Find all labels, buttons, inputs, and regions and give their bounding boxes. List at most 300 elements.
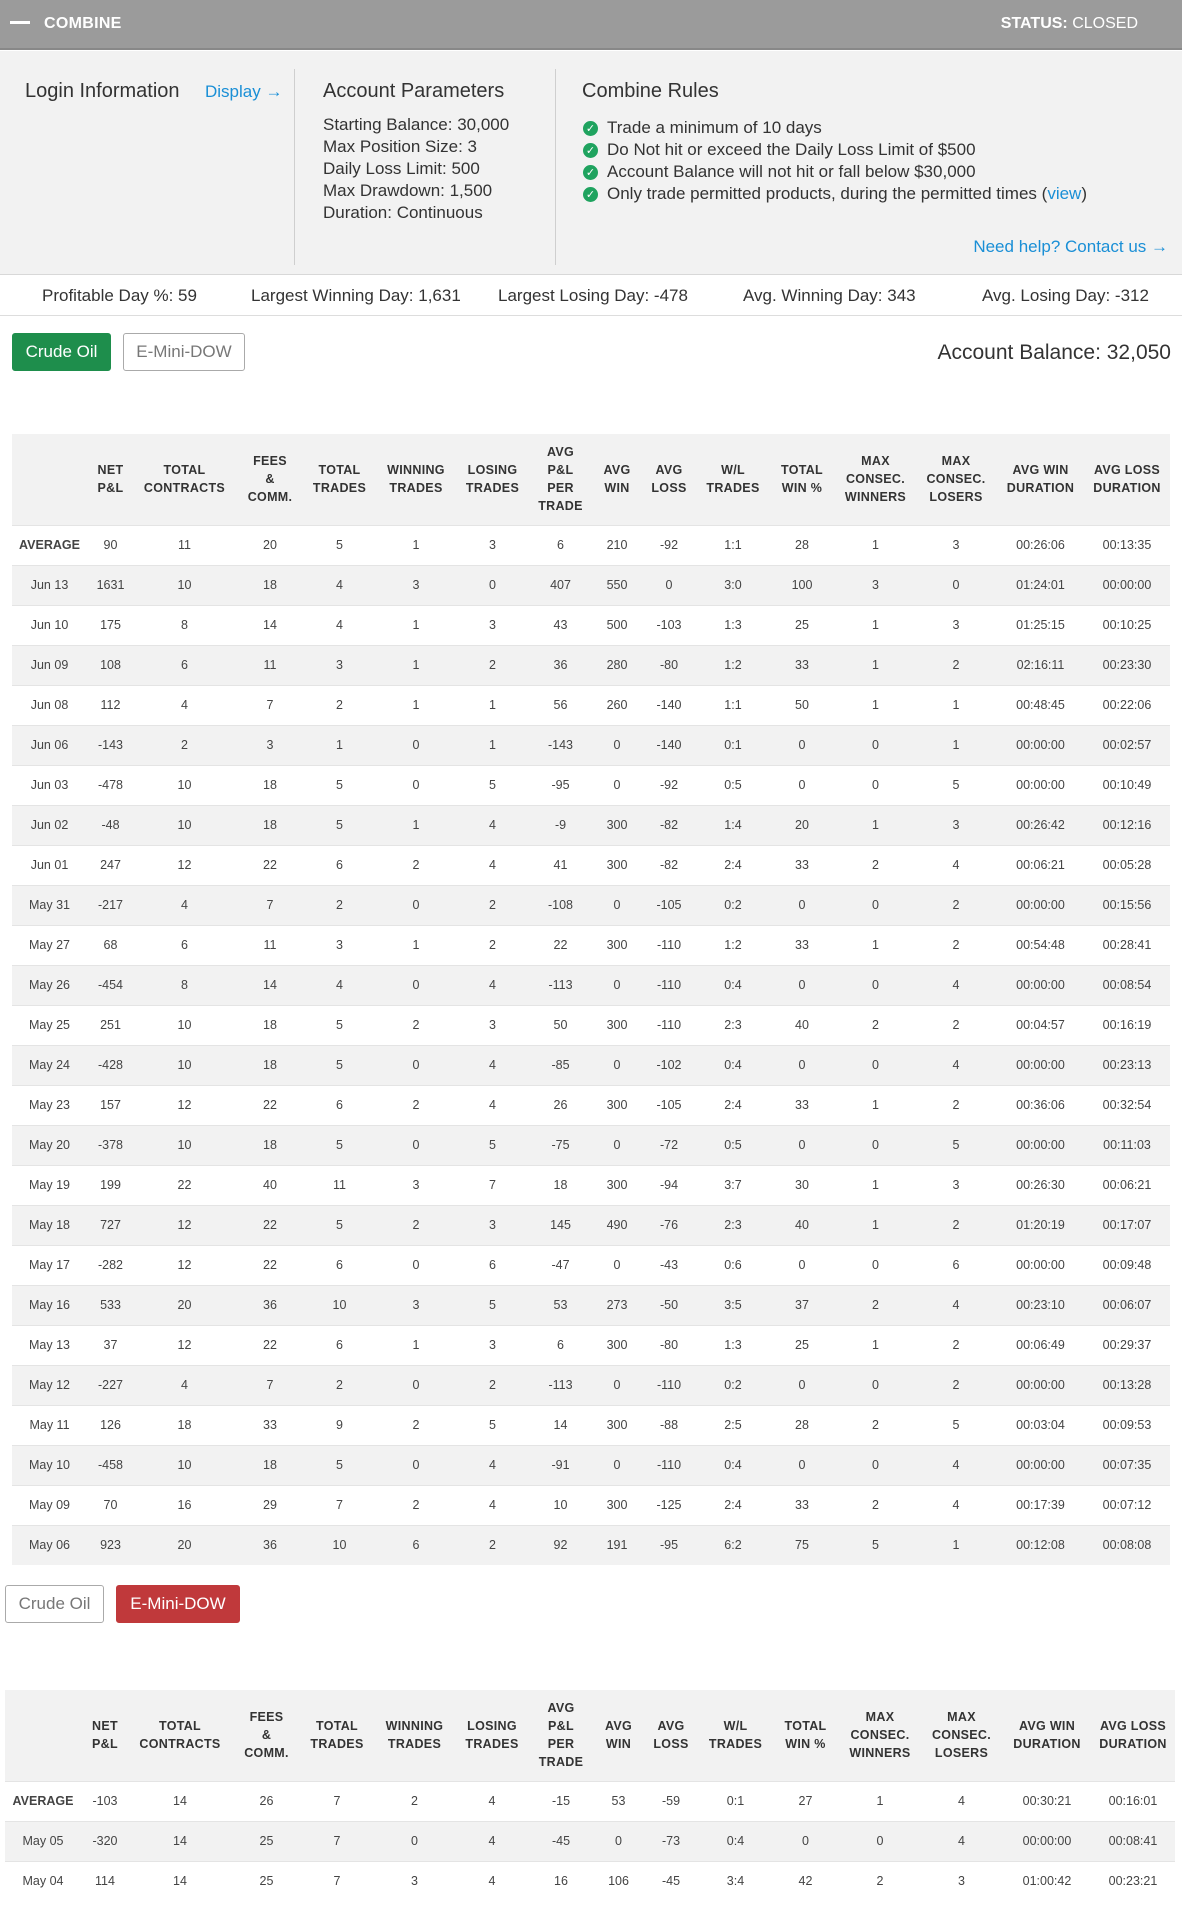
table-cell: 2 xyxy=(915,645,997,685)
table-cell: -50 xyxy=(640,1285,698,1325)
table-cell: 02:16:11 xyxy=(997,645,1084,685)
average-row xyxy=(5,1781,1175,1821)
table-cell: 3 xyxy=(235,725,305,765)
table-cell: 00:00:00 xyxy=(997,965,1084,1005)
collapse-icon[interactable] xyxy=(10,21,30,24)
column-header-line: AVG xyxy=(604,1719,633,1734)
table-cell: 108 xyxy=(87,645,134,685)
column-header xyxy=(1084,434,1170,525)
table-cell: 00:07:12 xyxy=(1084,1485,1170,1525)
column-header xyxy=(642,1690,700,1781)
table-cell: 0 xyxy=(374,965,458,1005)
contact-us-link[interactable]: Need help? Contact us → xyxy=(973,237,1168,256)
table-cell: 0:1 xyxy=(700,1781,771,1821)
table-cell: 00:11:03 xyxy=(1084,1125,1170,1165)
table-cell: 37 xyxy=(768,1285,836,1325)
column-header xyxy=(81,1690,129,1781)
table-cell: 3 xyxy=(915,525,997,565)
table-cell: 18 xyxy=(235,565,305,605)
table-cell: 0 xyxy=(915,565,997,605)
table-cell: 0:2 xyxy=(698,1365,768,1405)
table-cell: 5 xyxy=(915,765,997,805)
column-header-line: TRADES xyxy=(465,481,520,496)
table-cell: 14 xyxy=(235,965,305,1005)
table-cell: 2 xyxy=(915,925,997,965)
table-cell: 247 xyxy=(87,845,134,885)
table-cell: 01:00:42 xyxy=(1003,1861,1091,1901)
table-cell: 0 xyxy=(640,565,698,605)
table-cell: 16 xyxy=(134,1485,235,1525)
column-header-line: CONSEC. xyxy=(931,1728,992,1743)
table-cell: 00:07:35 xyxy=(1084,1445,1170,1485)
table-cell: 00:28:41 xyxy=(1084,925,1170,965)
table-cell: 0:2 xyxy=(698,885,768,925)
table-cell: 280 xyxy=(594,645,640,685)
table-cell: 2 xyxy=(915,1205,997,1245)
table-cell: 0:1 xyxy=(698,725,768,765)
table-row xyxy=(12,1405,1170,1445)
table-cell: 0 xyxy=(374,1125,458,1165)
table-cell: -105 xyxy=(640,1085,698,1125)
table-cell: -105 xyxy=(640,885,698,925)
table-cell: 4 xyxy=(134,1365,235,1405)
table-cell: 00:00:00 xyxy=(997,1125,1084,1165)
column-header xyxy=(594,434,640,525)
table-cell: 75 xyxy=(768,1525,836,1565)
table-cell: 0 xyxy=(836,965,915,1005)
table-cell: 112 xyxy=(87,685,134,725)
table-cell: 2:4 xyxy=(698,845,768,885)
table-row xyxy=(12,1325,1170,1365)
table-cell: 1 xyxy=(915,725,997,765)
table-cell: 00:00:00 xyxy=(997,1445,1084,1485)
row-date: May 09 xyxy=(12,1485,87,1525)
table-cell: 0:6 xyxy=(698,1245,768,1285)
column-header-line: TRADES xyxy=(312,481,367,496)
column-header-line: W/L xyxy=(723,1719,748,1734)
table-cell: 1:3 xyxy=(698,605,768,645)
table-cell: 50 xyxy=(768,685,836,725)
table-row xyxy=(12,1365,1170,1405)
column-header-line: PER xyxy=(547,481,574,496)
table-cell: 2 xyxy=(374,1005,458,1045)
row-date: May 23 xyxy=(12,1085,87,1125)
column-header-line: TOTAL xyxy=(163,463,206,478)
table-cell: -110 xyxy=(640,925,698,965)
table-cell: 18 xyxy=(235,1045,305,1085)
table-cell: 1 xyxy=(836,1325,915,1365)
table-cell: 5 xyxy=(305,1005,374,1045)
table-cell: 26 xyxy=(231,1781,302,1821)
table-cell: 3 xyxy=(458,1205,527,1245)
table-cell: 199 xyxy=(87,1165,134,1205)
table-row xyxy=(12,1245,1170,1285)
table-cell: 0 xyxy=(374,1365,458,1405)
table-cell: 157 xyxy=(87,1085,134,1125)
column-header-line: WIN xyxy=(604,481,630,496)
table-cell: 25 xyxy=(231,1821,302,1861)
table-cell: 3 xyxy=(374,1165,458,1205)
table-cell: 0 xyxy=(768,1125,836,1165)
table-cell: 2:3 xyxy=(698,1005,768,1045)
column-header-line: LOSERS xyxy=(934,1746,989,1761)
column-header-line: AVG LOSS xyxy=(1093,463,1161,478)
table-cell: 12 xyxy=(134,1325,235,1365)
table-cell: 3:7 xyxy=(698,1165,768,1205)
column-header-line: P&L xyxy=(92,1737,118,1752)
table-cell: 68 xyxy=(87,925,134,965)
param-max-drawdown: Max Drawdown: 1,500 xyxy=(323,181,493,200)
table-cell: 0 xyxy=(768,765,836,805)
column-header-line: WINNING xyxy=(387,463,445,478)
table-cell: 6 xyxy=(305,1325,374,1365)
display-link[interactable]: Display → xyxy=(205,82,283,101)
table-cell: 300 xyxy=(594,1405,640,1445)
column-header-line: TOTAL xyxy=(780,463,823,478)
table-cell: 10 xyxy=(527,1485,594,1525)
table-cell: 5 xyxy=(305,525,374,565)
table-cell: 43 xyxy=(527,605,594,645)
table-cell: 53 xyxy=(527,1285,594,1325)
table-cell: 41 xyxy=(527,845,594,885)
table-cell: 8 xyxy=(134,605,235,645)
table-cell: 6 xyxy=(134,645,235,685)
column-header xyxy=(1003,1690,1091,1781)
table-cell: 175 xyxy=(87,605,134,645)
login-info-title: Login Information xyxy=(25,80,180,102)
status-value: CLOSED xyxy=(1072,15,1138,32)
column-header-line: DURATION xyxy=(1006,481,1075,496)
table-cell: 4 xyxy=(915,1045,997,1085)
table-cell: 36 xyxy=(235,1525,305,1565)
table-cell: 0 xyxy=(836,725,915,765)
table-cell: 4 xyxy=(915,845,997,885)
table-cell: -92 xyxy=(640,765,698,805)
table-cell: 3 xyxy=(915,1165,997,1205)
column-header-line: P&L xyxy=(548,1719,574,1734)
table-cell: 4 xyxy=(458,1445,527,1485)
table-cell: 1:2 xyxy=(698,925,768,965)
column-header-line: MAX xyxy=(947,1710,976,1725)
table-cell: 0 xyxy=(771,1821,840,1861)
table-cell: 0 xyxy=(768,885,836,925)
table-cell: 1:3 xyxy=(698,1325,768,1365)
column-header xyxy=(5,1690,81,1781)
table-cell: 0:5 xyxy=(698,765,768,805)
table-cell: -76 xyxy=(640,1205,698,1245)
divider xyxy=(555,69,556,265)
table-cell: 6 xyxy=(915,1245,997,1285)
table-cell: 6 xyxy=(374,1525,458,1565)
table-cell: 5 xyxy=(305,1445,374,1485)
check-icon: ✓ xyxy=(583,121,598,136)
table-cell: 2 xyxy=(374,845,458,885)
column-header-line: LOSING xyxy=(467,463,518,478)
table-cell: 18 xyxy=(134,1405,235,1445)
table-cell: 1 xyxy=(915,685,997,725)
table-cell: 00:06:21 xyxy=(1084,1165,1170,1205)
table-cell: 300 xyxy=(594,1005,640,1045)
table-cell: 00:23:21 xyxy=(1091,1861,1175,1901)
column-header xyxy=(527,434,594,525)
row-date: May 16 xyxy=(12,1285,87,1325)
table-cell: 3 xyxy=(372,1861,457,1901)
table-cell: -94 xyxy=(640,1165,698,1205)
table-cell: 2 xyxy=(374,1085,458,1125)
table-cell: -227 xyxy=(87,1365,134,1405)
column-header xyxy=(836,434,915,525)
table-cell: 114 xyxy=(81,1861,129,1901)
table-row xyxy=(12,1165,1170,1205)
table-cell: 10 xyxy=(134,1125,235,1165)
table-cell: -47 xyxy=(527,1245,594,1285)
table-cell: 0 xyxy=(840,1821,920,1861)
column-header xyxy=(457,1690,527,1781)
table-cell: 7 xyxy=(302,1821,372,1861)
column-header-line: MAX xyxy=(861,454,890,469)
table-cell: -458 xyxy=(87,1445,134,1485)
table-cell: 00:17:39 xyxy=(997,1485,1084,1525)
table-cell: 4 xyxy=(915,1445,997,1485)
tab-emini-dow-active[interactable]: E-Mini-DOW xyxy=(116,1585,240,1623)
table-cell: 25 xyxy=(768,605,836,645)
table-cell: 4 xyxy=(915,1485,997,1525)
table-cell: -88 xyxy=(640,1405,698,1445)
table-cell: 2:4 xyxy=(698,1485,768,1525)
table-cell: 01:25:15 xyxy=(997,605,1084,645)
table-cell: 00:54:48 xyxy=(997,925,1084,965)
table-cell: 6:2 xyxy=(698,1525,768,1565)
param-duration: Duration: Continuous xyxy=(323,203,483,222)
row-date: Jun 10 xyxy=(12,605,87,645)
table-cell: 0 xyxy=(372,1821,457,1861)
table-cell: 300 xyxy=(594,925,640,965)
stats-bar xyxy=(0,276,1182,316)
column-header xyxy=(771,1690,840,1781)
table-cell: 33 xyxy=(768,925,836,965)
table-cell: 0:5 xyxy=(698,1125,768,1165)
table-cell: 500 xyxy=(594,605,640,645)
table-cell: 1631 xyxy=(87,565,134,605)
table-cell: 10 xyxy=(305,1285,374,1325)
table-cell: 6 xyxy=(305,1245,374,1285)
table-cell: 00:10:49 xyxy=(1084,765,1170,805)
table-cell: 18 xyxy=(527,1165,594,1205)
table-cell: 4 xyxy=(915,965,997,1005)
table-cell: -91 xyxy=(527,1445,594,1485)
table-cell: 4 xyxy=(458,1045,527,1085)
column-header xyxy=(372,1690,457,1781)
table-cell: 1 xyxy=(374,685,458,725)
table-cell: 0 xyxy=(768,1045,836,1085)
table-cell: 10 xyxy=(134,1045,235,1085)
param-starting-balance: Starting Balance: 30,000 xyxy=(323,115,510,134)
row-date: May 20 xyxy=(12,1125,87,1165)
table-row xyxy=(12,1485,1170,1525)
table-cell: 4 xyxy=(305,565,374,605)
table-cell: 5 xyxy=(915,1125,997,1165)
column-header-line: COMM. xyxy=(247,490,293,505)
table-cell: -82 xyxy=(640,845,698,885)
table-cell: -217 xyxy=(87,885,134,925)
column-header-line: AVG xyxy=(547,1701,575,1716)
row-date: May 25 xyxy=(12,1005,87,1045)
table-cell: 7 xyxy=(235,685,305,725)
table-cell: -282 xyxy=(87,1245,134,1285)
table-cell: 12 xyxy=(134,845,235,885)
table-cell: 10 xyxy=(134,765,235,805)
table-cell: 0 xyxy=(594,1045,640,1085)
table-cell: 00:16:01 xyxy=(1091,1781,1175,1821)
table-cell: 3 xyxy=(305,925,374,965)
table-cell: -95 xyxy=(640,1525,698,1565)
column-header-line: AVG LOSS xyxy=(1099,1719,1167,1734)
combine-info-panel xyxy=(0,51,1182,275)
column-header xyxy=(698,434,768,525)
table-cell: 0 xyxy=(374,885,458,925)
table-cell: 1 xyxy=(836,645,915,685)
table-cell: -15 xyxy=(527,1781,595,1821)
table-cell: 00:23:13 xyxy=(1084,1045,1170,1085)
table-cell: 2 xyxy=(840,1861,920,1901)
check-icon: ✓ xyxy=(583,143,598,158)
table-cell: 11 xyxy=(134,525,235,565)
table-cell: 0 xyxy=(594,1245,640,1285)
column-header-line: LOSS xyxy=(651,481,687,496)
column-header-line: LOSERS xyxy=(929,490,983,505)
column-header xyxy=(235,434,305,525)
table-cell: 0 xyxy=(594,885,640,925)
view-link[interactable]: view xyxy=(1047,184,1082,203)
table-cell: 4 xyxy=(457,1781,527,1821)
table-cell: -59 xyxy=(642,1781,700,1821)
table-cell: 28 xyxy=(768,525,836,565)
table-cell: 40 xyxy=(235,1165,305,1205)
column-header xyxy=(129,1690,231,1781)
table-cell: 00:00:00 xyxy=(997,725,1084,765)
column-header-line: WINNING xyxy=(385,1719,444,1734)
table-cell: 28 xyxy=(768,1405,836,1445)
row-date: May 17 xyxy=(12,1245,87,1285)
table-row xyxy=(12,565,1170,605)
table-cell: 00:00:00 xyxy=(997,885,1084,925)
table-cell: 33 xyxy=(768,1085,836,1125)
table-cell: 1 xyxy=(836,605,915,645)
column-header xyxy=(12,434,87,525)
table-cell: 2 xyxy=(915,1365,997,1405)
table-cell: 4 xyxy=(134,885,235,925)
column-header xyxy=(134,434,235,525)
row-date: Jun 02 xyxy=(12,805,87,845)
table-cell: 7 xyxy=(302,1861,372,1901)
table-cell: 00:30:21 xyxy=(1003,1781,1091,1821)
column-header xyxy=(374,434,458,525)
table-cell: 2:3 xyxy=(698,1205,768,1245)
tab-crude-oil-active[interactable]: Crude Oil xyxy=(12,333,111,371)
table-cell: 14 xyxy=(235,605,305,645)
table-cell: 00:13:35 xyxy=(1084,525,1170,565)
table-cell: 1 xyxy=(374,605,458,645)
column-header xyxy=(640,434,698,525)
rule-item xyxy=(582,183,1087,205)
column-header-line: CONSEC. xyxy=(850,1728,910,1743)
column-header-line: TRADES xyxy=(387,1737,442,1752)
table-cell: 11 xyxy=(235,645,305,685)
table-cell: -140 xyxy=(640,725,698,765)
table-cell: 1 xyxy=(458,685,527,725)
table-row xyxy=(12,805,1170,845)
table-cell: -320 xyxy=(81,1821,129,1861)
table-cell: 5 xyxy=(915,1405,997,1445)
table-cell: 4 xyxy=(458,965,527,1005)
table-cell: 550 xyxy=(594,565,640,605)
table-cell: 5 xyxy=(305,1205,374,1245)
table-cell: 92 xyxy=(527,1525,594,1565)
table-cell: 0:4 xyxy=(698,965,768,1005)
table-cell: 1:1 xyxy=(698,685,768,725)
table-row xyxy=(5,1861,1175,1901)
table-cell: 5 xyxy=(305,805,374,845)
column-header xyxy=(915,434,997,525)
table-cell: 0 xyxy=(374,1045,458,1085)
row-date: May 31 xyxy=(12,885,87,925)
tab-emini-dow[interactable]: E-Mini-DOW xyxy=(123,333,245,371)
table-cell: 1:4 xyxy=(698,805,768,845)
table-cell: 2 xyxy=(458,1365,527,1405)
table-cell: 145 xyxy=(527,1205,594,1245)
table-cell: 00:08:54 xyxy=(1084,965,1170,1005)
param-max-position: Max Position Size: 3 xyxy=(323,137,478,156)
table-cell: 40 xyxy=(768,1205,836,1245)
table-cell: -143 xyxy=(527,725,594,765)
table-cell: 2 xyxy=(836,1005,915,1045)
table-cell: 00:16:19 xyxy=(1084,1005,1170,1045)
table-row xyxy=(12,1205,1170,1245)
table-cell: -85 xyxy=(527,1045,594,1085)
table-cell: 22 xyxy=(235,845,305,885)
table-cell: 0 xyxy=(594,1445,640,1485)
table-cell: 0 xyxy=(595,1821,642,1861)
table-cell: 00:29:37 xyxy=(1084,1325,1170,1365)
row-date: Jun 06 xyxy=(12,725,87,765)
table-cell: 0:4 xyxy=(698,1045,768,1085)
table-cell: 29 xyxy=(235,1485,305,1525)
table-cell: 300 xyxy=(594,1085,640,1125)
table-cell: 00:06:07 xyxy=(1084,1285,1170,1325)
column-header-line: CONTRACTS xyxy=(143,481,226,496)
table-cell: 1 xyxy=(374,805,458,845)
table-cell: 4 xyxy=(920,1821,1003,1861)
table-cell: 00:00:00 xyxy=(997,1365,1084,1405)
table-cell: 6 xyxy=(458,1245,527,1285)
column-header xyxy=(527,1690,595,1781)
table-cell: 0 xyxy=(374,1245,458,1285)
table-cell: 22 xyxy=(235,1205,305,1245)
column-header xyxy=(997,434,1084,525)
row-date: Jun 08 xyxy=(12,685,87,725)
table-cell: 10 xyxy=(305,1525,374,1565)
column-header xyxy=(305,434,374,525)
table-row xyxy=(12,1005,1170,1045)
table-cell: 210 xyxy=(594,525,640,565)
table-cell: 26 xyxy=(527,1085,594,1125)
tab-crude-oil[interactable]: Crude Oil xyxy=(5,1585,104,1623)
table-cell: 3 xyxy=(458,1325,527,1365)
column-header xyxy=(302,1690,372,1781)
table-cell: 00:36:06 xyxy=(997,1085,1084,1125)
table-cell: 00:00:00 xyxy=(997,1245,1084,1285)
table-cell: 6 xyxy=(527,1325,594,1365)
